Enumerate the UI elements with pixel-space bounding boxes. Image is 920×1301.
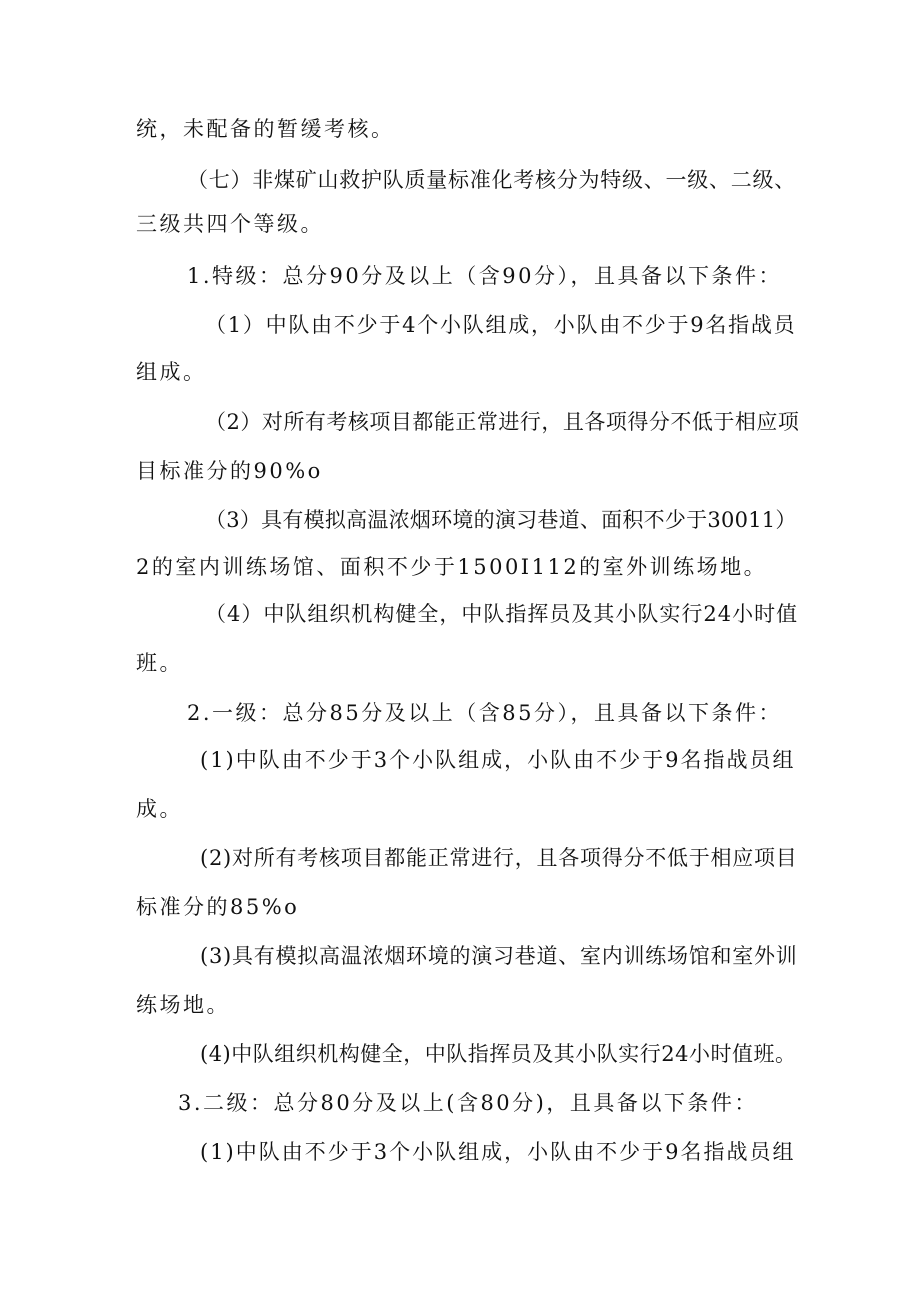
text-line-22: (1)中队由不少于3个小队组成，小队由不少于9名指战员组 [200,1140,796,1164]
text-line-16: (2)对所有考核项目都能正常进行，且各项得分不低于相应项目 [200,846,798,870]
text-line-19: 练场地。 [136,993,230,1017]
text-line-7: （2）对所有考核项目都能正常进行，且各项得分不低于相应项 [205,410,800,434]
text-line-10: 2的室内训练场馆、面积不少于1500I112的室外训练场地。 [136,555,768,579]
text-line-11: （4）中队组织机构健全，中队指挥员及其小队实行24小时值 [205,602,799,626]
text-line-6: 组成。 [136,360,207,384]
text-line-15: 成。 [136,797,183,821]
text-line-5: （1）中队由不少于4个小队组成，小队由不少于9名指战员 [205,313,797,337]
text-line-3: 三级共四个等级。 [136,212,324,236]
text-line-20: (4)中队组织机构健全，中队指挥员及其小队实行24小时值班。 [200,1042,797,1066]
text-line-4: 1.特级：总分90分及以上（含90分），且具备以下条件： [187,264,782,288]
text-line-14: (1)中队由不少于3个小队组成，小队由不少于9名指战员组 [200,748,796,772]
text-line-12: 班。 [136,651,183,675]
text-line-21: 3.二级：总分80分及以上(含80分)，且具备以下条件： [178,1091,758,1115]
text-line-17: 标准分的85%o [136,895,300,919]
text-line-2: （七）非煤矿山救护队质量标准化考核分为特级、一级、二级、 [187,168,796,192]
text-line-1: 统，未配备的暂缓考核。 [136,117,395,141]
text-line-18: (3)具有模拟高温浓烟环境的演习巷道、室内训练场馆和室外训 [200,944,798,968]
text-line-8: 目标准分的90%o [136,459,323,483]
text-line-9: （3）具有模拟高温浓烟环境的演习巷道、面积不少于30011） [205,508,797,532]
text-line-13: 2.一级：总分85分及以上（含85分），且具备以下条件： [187,701,782,725]
